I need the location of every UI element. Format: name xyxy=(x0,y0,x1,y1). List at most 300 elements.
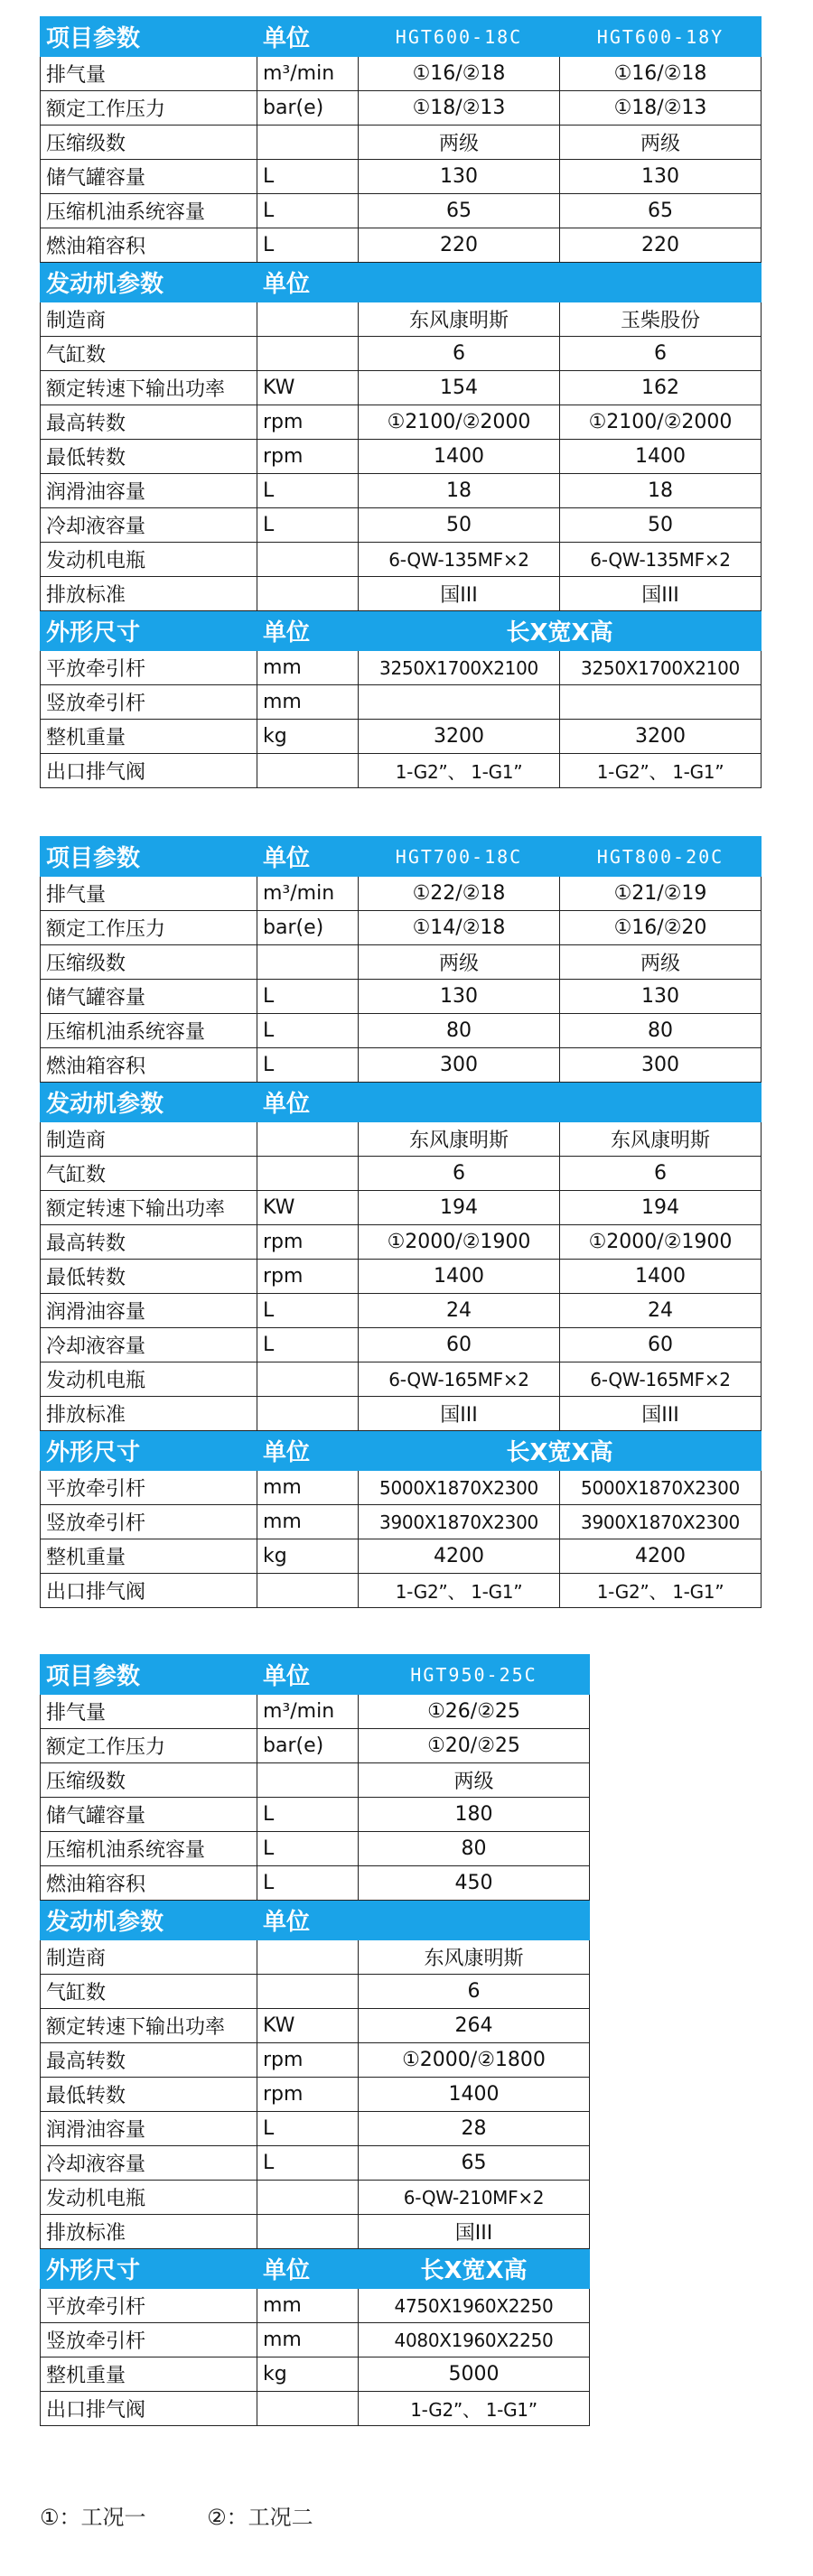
param-value: 1400 xyxy=(359,1260,560,1294)
param-value: 国III xyxy=(359,577,560,611)
param-unit xyxy=(257,2215,359,2249)
table-row xyxy=(41,1362,762,1397)
param-unit: bar(e) xyxy=(257,1729,359,1763)
model-header: HGT700-18C xyxy=(359,837,560,877)
table-row xyxy=(41,1397,762,1431)
param-value: 两级 xyxy=(359,126,560,160)
spec-table-hgt600 xyxy=(40,16,762,788)
param-name: 压缩级数 xyxy=(41,1763,257,1798)
footnote xyxy=(40,2499,368,2531)
param-value: 6-QW-165MF×2 xyxy=(560,1362,762,1397)
param-value: 两级 xyxy=(359,1763,590,1798)
param-name: 额定转速下输出功率 xyxy=(41,1191,257,1225)
table-row xyxy=(41,91,762,126)
param-value: 6-QW-165MF×2 xyxy=(359,1362,560,1397)
param-name: 压缩机油系统容量 xyxy=(41,194,257,228)
param-name: 整机重量 xyxy=(41,1539,257,1574)
param-unit xyxy=(257,1362,359,1397)
param-value: 4080X1960X2250 xyxy=(359,2323,590,2357)
model-header: 长X宽X高 xyxy=(359,611,762,651)
table-row xyxy=(41,160,762,194)
table-row xyxy=(41,194,762,228)
param-name: 燃油箱容积 xyxy=(41,1866,257,1901)
section-header-row xyxy=(41,263,762,302)
param-value: 24 xyxy=(560,1294,762,1328)
param-value: ①21/②19 xyxy=(560,877,762,911)
table-row xyxy=(41,2357,590,2392)
param-unit: L xyxy=(257,1798,359,1832)
param-value: ①26/②25 xyxy=(359,1695,590,1729)
param-value: 60 xyxy=(359,1328,560,1362)
param-unit: bar(e) xyxy=(257,91,359,126)
param-value: 3900X1870X2300 xyxy=(560,1505,762,1539)
param-name: 排放标准 xyxy=(41,1397,257,1431)
param-name: 制造商 xyxy=(41,1940,257,1975)
table-row xyxy=(41,474,762,508)
model-header: HGT800-20C xyxy=(560,837,762,877)
param-value: ①2000/②1900 xyxy=(359,1225,560,1260)
section-title: 外形尺寸 xyxy=(41,611,257,651)
table-row xyxy=(41,337,762,371)
section-header-row xyxy=(41,2249,590,2289)
param-value: 1400 xyxy=(560,440,762,474)
param-unit xyxy=(257,1122,359,1157)
param-value: 1400 xyxy=(560,1260,762,1294)
param-name: 发动机电瓶 xyxy=(41,1362,257,1397)
table-row xyxy=(41,1014,762,1048)
param-value: 80 xyxy=(359,1014,560,1048)
table-row xyxy=(41,1294,762,1328)
param-unit: rpm xyxy=(257,405,359,440)
param-unit: m³/min xyxy=(257,877,359,911)
param-unit: rpm xyxy=(257,2078,359,2112)
section-title: 发动机参数 xyxy=(41,1901,257,1940)
param-value: ①22/②18 xyxy=(359,877,560,911)
table-row xyxy=(41,2043,590,2078)
param-value: 194 xyxy=(359,1191,560,1225)
param-value: 80 xyxy=(560,1014,762,1048)
param-value: ①14/②18 xyxy=(359,911,560,945)
param-name: 额定工作压力 xyxy=(41,911,257,945)
table-row xyxy=(41,1225,762,1260)
param-value: 1400 xyxy=(359,2078,590,2112)
unit-header: 单位 xyxy=(257,611,359,651)
param-name: 压缩机油系统容量 xyxy=(41,1832,257,1866)
param-value: ①18/②13 xyxy=(560,91,762,126)
param-value: 18 xyxy=(560,474,762,508)
param-unit: rpm xyxy=(257,2043,359,2078)
section-header-row xyxy=(41,17,762,57)
model-header xyxy=(560,263,762,302)
param-name: 排气量 xyxy=(41,1695,257,1729)
param-value: 国III xyxy=(359,2215,590,2249)
param-value: 6-QW-135MF×2 xyxy=(359,543,560,577)
param-value: 4200 xyxy=(560,1539,762,1574)
param-unit: mm xyxy=(257,2289,359,2323)
table-row xyxy=(41,371,762,405)
param-unit: mm xyxy=(257,1505,359,1539)
param-value: 国III xyxy=(560,1397,762,1431)
param-unit: L xyxy=(257,1832,359,1866)
param-value: 194 xyxy=(560,1191,762,1225)
param-value: 5000 xyxy=(359,2357,590,2392)
section-title: 外形尺寸 xyxy=(41,1431,257,1471)
param-value: ①16/②20 xyxy=(560,911,762,945)
param-name: 制造商 xyxy=(41,302,257,337)
param-name: 发动机电瓶 xyxy=(41,2181,257,2215)
table-row xyxy=(41,1975,590,2009)
model-header: 长X宽X高 xyxy=(359,2249,590,2289)
param-unit: L xyxy=(257,1328,359,1362)
param-name: 制造商 xyxy=(41,1122,257,1157)
param-name: 储气罐容量 xyxy=(41,980,257,1014)
param-unit xyxy=(257,337,359,371)
param-name: 最高转数 xyxy=(41,1225,257,1260)
table-row xyxy=(41,302,762,337)
unit-header: 单位 xyxy=(257,1901,359,1940)
param-unit xyxy=(257,1157,359,1191)
param-name: 储气罐容量 xyxy=(41,160,257,194)
table-row xyxy=(41,911,762,945)
param-value: 1-G2”、 1-G1” xyxy=(560,1574,762,1608)
param-value: 6-QW-210MF×2 xyxy=(359,2181,590,2215)
param-unit xyxy=(257,1975,359,2009)
unit-header: 单位 xyxy=(257,17,359,57)
footnote-condition-one: ①：工况一 xyxy=(40,2505,146,2530)
param-unit: L xyxy=(257,1866,359,1901)
section-title: 外形尺寸 xyxy=(41,2249,257,2289)
param-value: ①2100/②2000 xyxy=(560,405,762,440)
model-header xyxy=(560,1083,762,1122)
param-name: 压缩机油系统容量 xyxy=(41,1014,257,1048)
param-unit xyxy=(257,754,359,788)
param-unit xyxy=(257,302,359,337)
table-row xyxy=(41,2181,590,2215)
spec-table-hgt700-800 xyxy=(40,836,762,1608)
unit-header: 单位 xyxy=(257,1431,359,1471)
param-unit: mm xyxy=(257,651,359,685)
param-unit: L xyxy=(257,2146,359,2181)
param-value: 东风康明斯 xyxy=(359,1122,560,1157)
param-value: 国III xyxy=(359,1397,560,1431)
table-row xyxy=(41,1048,762,1083)
param-name: 出口排气阀 xyxy=(41,1574,257,1608)
param-value: 300 xyxy=(359,1048,560,1083)
table-row xyxy=(41,754,762,788)
table-row xyxy=(41,440,762,474)
section-header-row xyxy=(41,1431,762,1471)
param-value: 5000X1870X2300 xyxy=(359,1471,560,1505)
table-row xyxy=(41,57,762,91)
table-row xyxy=(41,1798,590,1832)
section-title: 项目参数 xyxy=(41,837,257,877)
table-row xyxy=(41,877,762,911)
param-name: 润滑油容量 xyxy=(41,1294,257,1328)
param-value: 3200 xyxy=(560,720,762,754)
param-name: 最低转数 xyxy=(41,440,257,474)
param-value: 1-G2”、 1-G1” xyxy=(359,1574,560,1608)
table-row xyxy=(41,1471,762,1505)
table-row xyxy=(41,980,762,1014)
param-value: 6 xyxy=(359,1975,590,2009)
param-value: 1-G2”、 1-G1” xyxy=(359,2392,590,2426)
param-value: 3250X1700X2100 xyxy=(359,651,560,685)
param-value xyxy=(359,685,560,720)
param-name: 气缸数 xyxy=(41,337,257,371)
param-value: 东风康明斯 xyxy=(359,302,560,337)
section-header-row xyxy=(41,1083,762,1122)
model-header xyxy=(359,263,560,302)
param-unit: mm xyxy=(257,685,359,720)
table-row xyxy=(41,1122,762,1157)
param-value: 6 xyxy=(560,1157,762,1191)
param-value: 154 xyxy=(359,371,560,405)
footnote-condition-two: ②：工况二 xyxy=(207,2505,313,2530)
param-value: 东风康明斯 xyxy=(359,1940,590,1975)
table-row xyxy=(41,543,762,577)
param-unit xyxy=(257,543,359,577)
param-unit: mm xyxy=(257,1471,359,1505)
param-unit: rpm xyxy=(257,440,359,474)
param-name: 润滑油容量 xyxy=(41,2112,257,2146)
param-unit: m³/min xyxy=(257,57,359,91)
param-value: 两级 xyxy=(560,945,762,980)
table-row xyxy=(41,945,762,980)
param-value: 80 xyxy=(359,1832,590,1866)
param-name: 出口排气阀 xyxy=(41,754,257,788)
param-name: 竖放牵引杆 xyxy=(41,1505,257,1539)
unit-header: 单位 xyxy=(257,837,359,877)
model-header: HGT600-18C xyxy=(359,17,560,57)
param-name: 气缸数 xyxy=(41,1157,257,1191)
section-title: 项目参数 xyxy=(41,17,257,57)
unit-header: 单位 xyxy=(257,2249,359,2289)
param-value: 220 xyxy=(359,228,560,263)
param-unit: kg xyxy=(257,1539,359,1574)
param-name: 竖放牵引杆 xyxy=(41,2323,257,2357)
param-value: 6-QW-135MF×2 xyxy=(560,543,762,577)
param-name: 平放牵引杆 xyxy=(41,2289,257,2323)
param-unit xyxy=(257,126,359,160)
table-row xyxy=(41,2078,590,2112)
param-value: 300 xyxy=(560,1048,762,1083)
param-name: 最高转数 xyxy=(41,405,257,440)
param-name: 平放牵引杆 xyxy=(41,651,257,685)
param-unit: KW xyxy=(257,2009,359,2043)
param-value: 4200 xyxy=(359,1539,560,1574)
param-unit: mm xyxy=(257,2323,359,2357)
param-name: 额定转速下输出功率 xyxy=(41,2009,257,2043)
param-value: 东风康明斯 xyxy=(560,1122,762,1157)
param-value: 18 xyxy=(359,474,560,508)
table-row xyxy=(41,1539,762,1574)
param-value: 130 xyxy=(560,160,762,194)
table-row xyxy=(41,1191,762,1225)
param-value: 65 xyxy=(359,194,560,228)
param-value: 450 xyxy=(359,1866,590,1901)
param-value xyxy=(560,685,762,720)
param-name: 发动机电瓶 xyxy=(41,543,257,577)
param-value: 6 xyxy=(359,1157,560,1191)
param-value: 65 xyxy=(359,2146,590,2181)
param-unit xyxy=(257,2392,359,2426)
param-name: 最低转数 xyxy=(41,1260,257,1294)
param-name: 排放标准 xyxy=(41,2215,257,2249)
param-name: 燃油箱容积 xyxy=(41,228,257,263)
param-unit: L xyxy=(257,980,359,1014)
param-value: 1400 xyxy=(359,440,560,474)
param-name: 储气罐容量 xyxy=(41,1798,257,1832)
param-unit xyxy=(257,1574,359,1608)
param-value: 3900X1870X2300 xyxy=(359,1505,560,1539)
param-name: 压缩级数 xyxy=(41,945,257,980)
param-unit: KW xyxy=(257,1191,359,1225)
param-name: 最高转数 xyxy=(41,2043,257,2078)
param-name: 最低转数 xyxy=(41,2078,257,2112)
param-name: 竖放牵引杆 xyxy=(41,685,257,720)
table-row xyxy=(41,126,762,160)
table-row xyxy=(41,651,762,685)
param-name: 整机重量 xyxy=(41,720,257,754)
param-value: 6 xyxy=(560,337,762,371)
section-title: 发动机参数 xyxy=(41,263,257,302)
param-unit xyxy=(257,1397,359,1431)
table-row xyxy=(41,1260,762,1294)
table-row xyxy=(41,2392,590,2426)
param-value: 50 xyxy=(359,508,560,543)
param-unit: kg xyxy=(257,2357,359,2392)
param-unit: m³/min xyxy=(257,1695,359,1729)
param-value: 180 xyxy=(359,1798,590,1832)
unit-header: 单位 xyxy=(257,263,359,302)
param-name: 排气量 xyxy=(41,877,257,911)
param-unit: L xyxy=(257,474,359,508)
param-unit: L xyxy=(257,1294,359,1328)
param-value: ①18/②13 xyxy=(359,91,560,126)
param-value: 28 xyxy=(359,2112,590,2146)
param-unit xyxy=(257,2181,359,2215)
table-row xyxy=(41,2323,590,2357)
param-unit xyxy=(257,945,359,980)
param-name: 整机重量 xyxy=(41,2357,257,2392)
table-row xyxy=(41,2289,590,2323)
table-row xyxy=(41,405,762,440)
param-value: 5000X1870X2300 xyxy=(560,1471,762,1505)
param-unit xyxy=(257,1940,359,1975)
table-row xyxy=(41,1505,762,1539)
param-value: 4750X1960X2250 xyxy=(359,2289,590,2323)
table-row xyxy=(41,1695,590,1729)
table-row xyxy=(41,577,762,611)
spec-table-hgt950 xyxy=(40,1654,590,2426)
table-row xyxy=(41,2146,590,2181)
param-unit: kg xyxy=(257,720,359,754)
model-header: 长X宽X高 xyxy=(359,1431,762,1471)
param-value: 130 xyxy=(560,980,762,1014)
table-row xyxy=(41,1940,590,1975)
unit-header: 单位 xyxy=(257,1083,359,1122)
param-unit: L xyxy=(257,194,359,228)
table-row xyxy=(41,1866,590,1901)
table-row xyxy=(41,2112,590,2146)
param-name: 额定转速下输出功率 xyxy=(41,371,257,405)
param-value: 6 xyxy=(359,337,560,371)
param-unit: rpm xyxy=(257,1260,359,1294)
param-unit: L xyxy=(257,2112,359,2146)
param-value: 65 xyxy=(560,194,762,228)
param-name: 气缸数 xyxy=(41,1975,257,2009)
table-row xyxy=(41,1328,762,1362)
param-unit: L xyxy=(257,1048,359,1083)
param-value: ①16/②18 xyxy=(560,57,762,91)
unit-header: 单位 xyxy=(257,1655,359,1695)
section-title: 发动机参数 xyxy=(41,1083,257,1122)
table-row xyxy=(41,1832,590,1866)
table-row xyxy=(41,720,762,754)
section-title: 项目参数 xyxy=(41,1655,257,1695)
table-row xyxy=(41,508,762,543)
param-value: 60 xyxy=(560,1328,762,1362)
param-value: 两级 xyxy=(560,126,762,160)
param-name: 冷却液容量 xyxy=(41,2146,257,2181)
param-name: 压缩级数 xyxy=(41,126,257,160)
param-value: 玉柴股份 xyxy=(560,302,762,337)
param-unit xyxy=(257,577,359,611)
param-unit: L xyxy=(257,1014,359,1048)
model-header: HGT600-18Y xyxy=(560,17,762,57)
param-value: 220 xyxy=(560,228,762,263)
param-value: ①2000/②1800 xyxy=(359,2043,590,2078)
param-value: 1-G2”、 1-G1” xyxy=(560,754,762,788)
param-unit: L xyxy=(257,228,359,263)
param-name: 平放牵引杆 xyxy=(41,1471,257,1505)
param-unit: rpm xyxy=(257,1225,359,1260)
table-row xyxy=(41,228,762,263)
table-row xyxy=(41,2215,590,2249)
table-row xyxy=(41,685,762,720)
param-name: 燃油箱容积 xyxy=(41,1048,257,1083)
model-header xyxy=(359,1083,560,1122)
param-value: 3200 xyxy=(359,720,560,754)
section-header-row xyxy=(41,837,762,877)
param-unit: bar(e) xyxy=(257,911,359,945)
param-value: 3250X1700X2100 xyxy=(560,651,762,685)
param-unit: L xyxy=(257,508,359,543)
param-value: 国III xyxy=(560,577,762,611)
model-header: HGT950-25C xyxy=(359,1655,590,1695)
param-value: ①20/②25 xyxy=(359,1729,590,1763)
param-value: 130 xyxy=(359,160,560,194)
param-value: 130 xyxy=(359,980,560,1014)
param-unit: KW xyxy=(257,371,359,405)
param-value: 两级 xyxy=(359,945,560,980)
table-row xyxy=(41,1157,762,1191)
param-value: 24 xyxy=(359,1294,560,1328)
param-name: 额定工作压力 xyxy=(41,91,257,126)
param-name: 排气量 xyxy=(41,57,257,91)
param-name: 冷却液容量 xyxy=(41,508,257,543)
param-name: 出口排气阀 xyxy=(41,2392,257,2426)
table-row xyxy=(41,1729,590,1763)
param-value: 50 xyxy=(560,508,762,543)
param-unit xyxy=(257,1763,359,1798)
param-value: ①2100/②2000 xyxy=(359,405,560,440)
param-value: 1-G2”、 1-G1” xyxy=(359,754,560,788)
section-header-row xyxy=(41,611,762,651)
param-name: 冷却液容量 xyxy=(41,1328,257,1362)
param-name: 润滑油容量 xyxy=(41,474,257,508)
table-row xyxy=(41,1763,590,1798)
